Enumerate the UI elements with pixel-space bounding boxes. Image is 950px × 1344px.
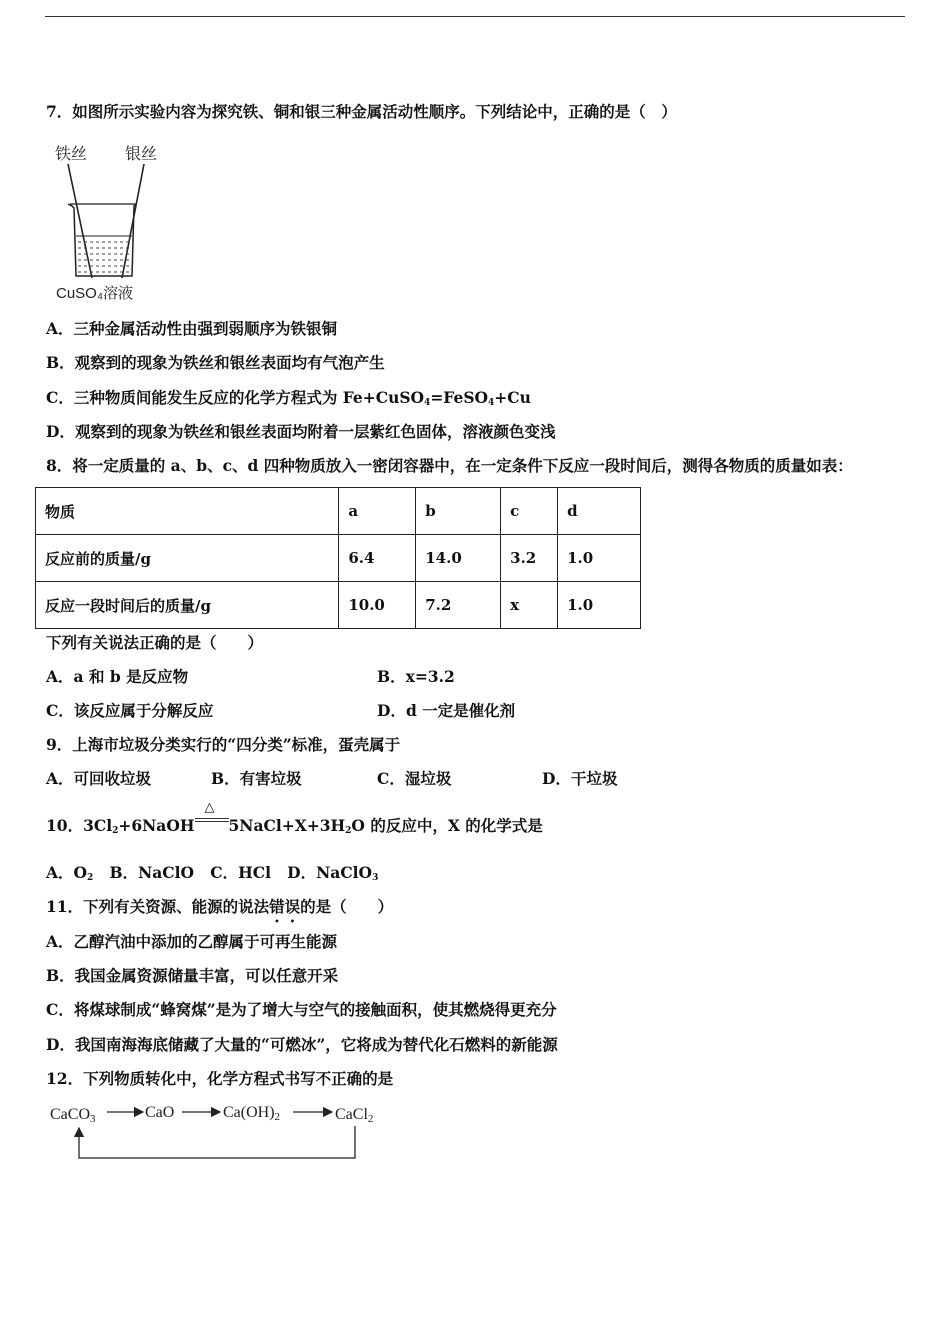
q7-label-silver-wire: 银丝 <box>125 146 158 163</box>
table-row <box>36 582 641 629</box>
q10-option-b: B．NaClO <box>109 863 195 882</box>
table-cell: 1.0 <box>558 582 641 629</box>
q7-label-solution: CuSO₄溶液 <box>56 285 133 302</box>
q9-option-a: A．可回收垃圾 <box>46 769 152 788</box>
table-cell: 7.2 <box>416 582 501 629</box>
q9-option-d: D．干垃圾 <box>542 769 618 788</box>
q11-emphasis: 错误 <box>269 897 301 916</box>
q7-stem: 7．如图所示实验内容为探究铁、铜和银三种金属活动性顺序。下列结论中，正确的是（ ） <box>46 102 677 121</box>
table-cell: c <box>501 488 558 535</box>
q8-stem: 8．将一定质量的 a、b、c、d 四种物质放入一密闭容器中，在一定条件下反应一段时间后，测得各物质的质量如表： <box>46 456 853 475</box>
table-cell: x <box>501 582 558 629</box>
q7-beaker-figure <box>50 140 170 305</box>
q8-option-d: D．d 一定是催化剂 <box>377 701 516 720</box>
table-header-row <box>36 488 641 535</box>
q7-option-a: A．三种金属活动性由强到弱顺序为铁银铜 <box>46 319 338 338</box>
chem-cacl2: CaCl2 <box>335 1106 374 1125</box>
q8-option-b: B．x=3.2 <box>377 667 455 686</box>
q7-option-b: B．观察到的现象为铁丝和银丝表面均有气泡产生 <box>46 353 385 372</box>
header-rule <box>45 16 905 17</box>
chem-cao: CaO <box>145 1104 175 1121</box>
table-cell: b <box>416 488 501 535</box>
q11-option-c: C．将煤球制成“蜂窝煤”是为了增大与空气的接触面积，使其燃烧得更充分 <box>46 1000 557 1019</box>
q11-option-a: A．乙醇汽油中添加的乙醇属于可再生能源 <box>46 932 338 951</box>
table-cell: 14.0 <box>416 535 501 582</box>
heating-condition <box>195 800 229 836</box>
table-cell: 物质 <box>36 488 339 535</box>
chem-caoh2: Ca(OH)2 <box>223 1104 281 1123</box>
q12-stem: 12．下列物质转化中，化学方程式书写不正确的是 <box>46 1069 394 1088</box>
return-arrow-icon <box>79 1126 355 1158</box>
table-cell: 10.0 <box>339 582 416 629</box>
q7-option-c: C．三种物质间能发生反应的化学方程式为 Fe+CuSO$_4$=FeSO$_4$+Cu <box>46 388 531 408</box>
q11-option-b: B．我国金属资源储量丰富，可以任意开采 <box>46 966 339 985</box>
q12-conversion-diagram <box>45 1098 390 1162</box>
q8-option-a: A．a 和 b 是反应物 <box>46 667 189 686</box>
table-cell: 6.4 <box>339 535 416 582</box>
table-cell: 3.2 <box>501 535 558 582</box>
q8-mass-table <box>35 487 641 629</box>
table-row <box>36 535 641 582</box>
q10-option-c: C．HCl <box>210 863 271 882</box>
table-cell: 1.0 <box>558 535 641 582</box>
table-cell: d <box>558 488 641 535</box>
q9-option-c: C．湿垃圾 <box>377 769 452 788</box>
chem-caco3: CaCO3 <box>50 1106 96 1125</box>
table-cell: 反应一段时间后的质量/g <box>36 582 339 629</box>
iron-wire <box>68 164 92 278</box>
q7-option-d: D．观察到的现象为铁丝和银丝表面均附着一层紫红色固体，溶液颜色变浅 <box>46 422 556 441</box>
table-cell: a <box>339 488 416 535</box>
heat-triangle-icon: △ <box>204 800 215 815</box>
table-cell: 反应前的质量/g <box>36 535 339 582</box>
q10-option-d: D．NaClO$_3$ <box>287 863 379 883</box>
q11-stem: 11．下列有关资源、能源的说法错误的是（ ） <box>46 897 394 916</box>
q8-question: 下列有关说法正确的是（ ） <box>46 633 264 652</box>
q7-label-iron-wire: 铁丝 <box>55 146 88 163</box>
q10-stem: 10．$3Cl_2+6NaOH$ △ $5NaCl+X+3H_2O$ 的反应中，X 的化学式是 <box>46 800 543 836</box>
equals-line <box>195 818 229 822</box>
q11-option-d: D．我国南海海底储藏了大量的“可燃冰”，它将成为替代化石燃料的新能源 <box>46 1035 558 1054</box>
q10-option-a: A．$O_2$ <box>46 863 94 883</box>
q9-stem: 9．上海市垃圾分类实行的“四分类”标准，蛋壳属于 <box>46 735 401 754</box>
q9-option-b: B．有害垃圾 <box>211 769 302 788</box>
q8-option-c: C．该反应属于分解反应 <box>46 701 214 720</box>
q10-options <box>46 863 378 883</box>
